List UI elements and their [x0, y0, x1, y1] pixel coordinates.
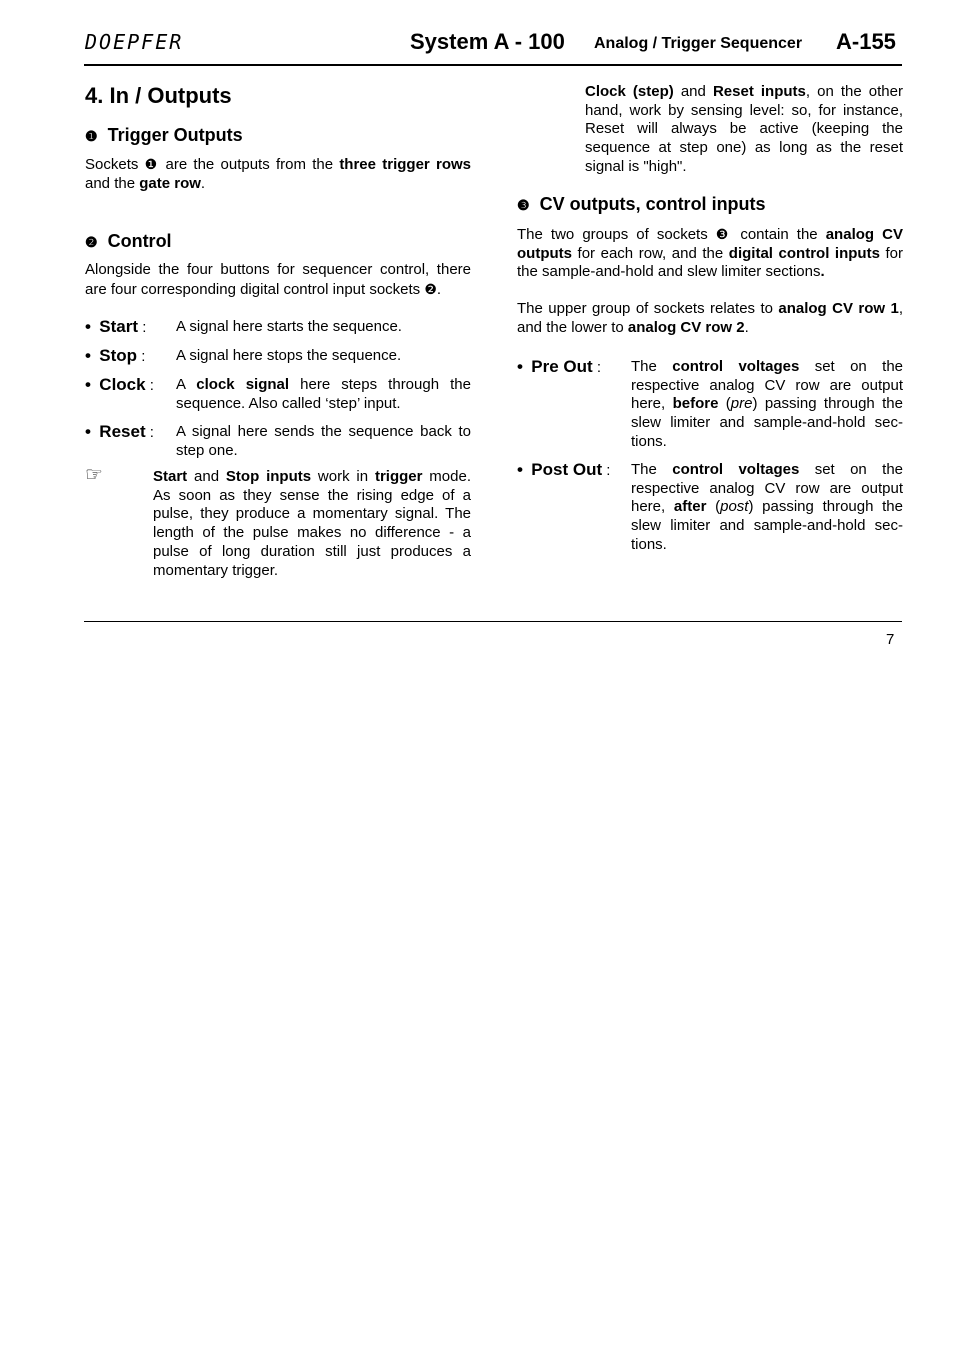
- trigger-outputs-heading: ❶ Trigger Outputs: [85, 125, 243, 145]
- desc-start: A signal here starts the sequence.: [176, 318, 402, 335]
- marker-3-icon: ❸: [517, 197, 530, 213]
- header-subtitle: Analog / Trigger Sequencer: [594, 35, 803, 52]
- marker-3-icon: ❸: [715, 226, 733, 242]
- note-text: Start and Stop inputs work in trigger mode. As soon as they sense the rising edge of a pulse, they produce a momentary signal. The length of the pulse makes no difference - a pulse of long duration still just produces a momentary trigger.: [153, 468, 471, 579]
- control-heading: ❷ Control: [85, 231, 172, 251]
- desc-post-out: The control voltages set on the respective analog CV row are output here, after (post) passing through the slew limiter and sample-and-hold sec-tions.: [631, 461, 903, 553]
- marker-2-icon: ❷: [424, 280, 437, 297]
- note-block: [85, 464, 471, 580]
- list-item-reset: • Reset : A signal here sends the sequence back to step one.: [85, 422, 471, 459]
- level-sensing-text: Clock (step) and Reset inputs, on the other hand, work by sensing level: so, for instance, Reset will always be active (keeping the sequence at step one) as long as the reset signal is "high".: [585, 83, 903, 175]
- term-pre-out: Pre Out: [531, 357, 593, 376]
- section-title: 4. In / Outputs: [85, 83, 232, 108]
- header-model: A-155: [836, 29, 896, 54]
- control-intro: Alongside the four buttons for sequencer control, there are four corresponding digital control input sockets ❷.: [85, 261, 471, 298]
- header-rule: [84, 64, 902, 66]
- marker-1-icon: ❶: [85, 128, 98, 144]
- marker-2-icon: ❷: [85, 234, 98, 250]
- trigger-outputs-text: Sockets ❶ are the outputs from the three trigger rows and the gate row.: [85, 156, 471, 192]
- brand-logo: DOEPFER: [85, 30, 184, 54]
- list-item-stop: • Stop : A signal here stops the sequence.: [85, 347, 471, 366]
- term-start: Start: [99, 317, 139, 336]
- term-reset: Reset: [99, 422, 146, 441]
- marker-1-icon: ❶: [144, 156, 160, 172]
- page-number: 7: [886, 631, 895, 648]
- footer-rule: [84, 621, 902, 622]
- list-item-post-out: • Post Out : The control voltages set on the respective analog CV row are output here, after (post) passing through the slew limiter and sample-and-hold sec-tions.: [517, 460, 903, 553]
- header-system: System A - 100: [410, 29, 565, 54]
- cv-groups-text: The upper group of sockets relates to analog CV row 1, and the lower to analog CV row 2.: [517, 300, 903, 336]
- desc-clock: A clock signal here steps through the sequence. Also called ‘step’ input.: [176, 376, 471, 412]
- term-clock: Clock: [99, 375, 146, 394]
- desc-stop: A signal here stops the sequence.: [176, 347, 402, 364]
- list-item-clock: • Clock : A clock signal here steps through the sequence. Also called ‘step’ input.: [85, 375, 471, 412]
- list-item-start: • Start : A signal here starts the sequence.: [85, 318, 471, 337]
- cv-intro: The two groups of sockets ❸ contain the analog CV outputs for each row, and the digital control inputs for the sample-and-hold and slew limiter sections.: [517, 226, 903, 281]
- desc-reset: A signal here sends the sequence back to step one.: [176, 423, 471, 459]
- list-item-pre-out: • Pre Out : The control voltages set on the respective analog CV row are output here, before (pre) passing through the slew limiter and sample-and-hold sec-tions.: [517, 357, 903, 450]
- term-post-out: Post Out: [531, 460, 603, 479]
- term-stop: Stop: [99, 346, 138, 365]
- pointing-hand-icon: ☞: [85, 464, 103, 486]
- desc-pre-out: The control voltages set on the respective analog CV row are output here, before (pre) passing through the slew limiter and sample-and-hold sec-tions.: [631, 358, 903, 450]
- cv-heading: ❸ CV outputs, control inputs: [517, 194, 766, 214]
